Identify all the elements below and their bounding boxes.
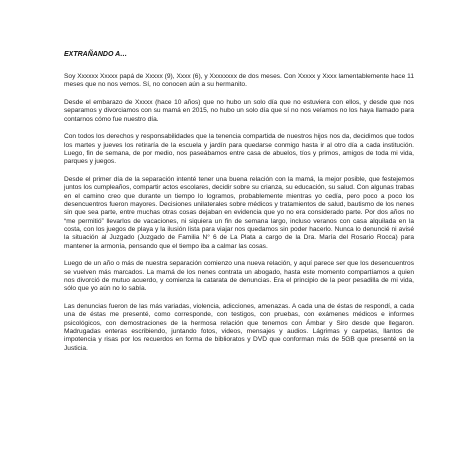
paragraph-intro: Soy Xxxxxx Xxxxx papá de Xxxxx (9), Xxxx (6), y Xxxxxxxx de dos meses. Con Xxxxx y Xxxx lamentablemente hace 11 meses que no nos vemos. Sí, no conocen aún a su hermanito. — [64, 73, 414, 89]
document-body — [64, 50, 414, 362]
paragraph-shared-custody: Con todos los derechos y responsabilidades que la tenencia compartida de nuestros hijos nos da, decidimos que todos los martes y jueves los retiraría de la escuela y jardín para quedarse conmigo hasta ir al otro día a cada institución. Luego, fin de semana, de por medio, nos paseábamos entre casa de abuelos, tíos y primos, amigos de toda mi vida, parques y juegos. — [64, 133, 414, 166]
paragraph-since-pregnancy: Desde el embarazo de Xxxxx (hace 10 años) que no hubo un solo día que no estuviera con ellos, y desde que nos separamos y divorciamos con su mamá en 2015, no hubo un solo día que sí no nos veíamos no los haya llamado para contarnos cómo fue nuestro día. — [64, 99, 414, 123]
paragraph-new-relationship: Luego de un año o más de nuestra separación comienzo una nueva relación, y aquí parece ser que los desencuentros se vuelven más marcados. La mamá de los nenes contrata un abogado, hasta este momento compartíamos a quien nos divorció de mutuo acuerdo, y comienza la catarata de denuncias. Era el principio de la peor pesadilla de mi vida, sólo que yo aún no lo sabía. — [64, 260, 414, 293]
paragraph-complaints: Las denuncias fueron de las más variadas, violencia, adicciones, amenazas. A cada una de éstas de respondí, a cada una de éstas me presenté, como corresponde, con testigos, con pruebas, con exámenes médicos e informes psicológicos, con demostraciones de la hermosa relación que tenemos con Ámbar y Siro desde que llegaron. Madrugadas enteras escribiendo, juntando fotos, videos, mensajes y audios. Lágrimas y carpetas, llantos de impotencia y risas por los recuerdos en forma de biblioratos y DVD que conforman más de 5GB que presenté en la Justicia. — [64, 303, 414, 352]
paragraph-separation: Desde el primer día de la separación intenté tener una buena relación con la mamá, la mejor posible, que festejemos juntos los cumpleaños, compartir actos escolares, decidir sobre su crianza, su educación, su salud. Con algunas trabas en el camino creo que durante un tiempo lo logramos, probablemente mientras yo cedía, pero poco a poco los desencuentros fueron mayores. Decisiones unilaterales sobre médicos y tratamientos de salud, bautismo de los nenes sin que sea parte, entre muchas otras cosas dejaban en evidencia que yo no era considerado parte. Por dos años no “me permitió” llevarlos de vacaciones, ni siquiera un fin de semana largo, incluso veranos con casa alquilada en la costa, con los juegos de playa y la ilusión lista para viajar nos quedamos sin poder hacerlo. Nunca lo denuncié ni avisé la situación al Juzgado (Juzgado de Familia N° 6 de La Plata a cargo de la Dra. María del Rosario Rocca) para mantener la armonía, pensando que el tiempo iba a calmar las cosas. — [64, 176, 414, 250]
document-title: EXTRAÑANDO A… — [64, 51, 128, 58]
